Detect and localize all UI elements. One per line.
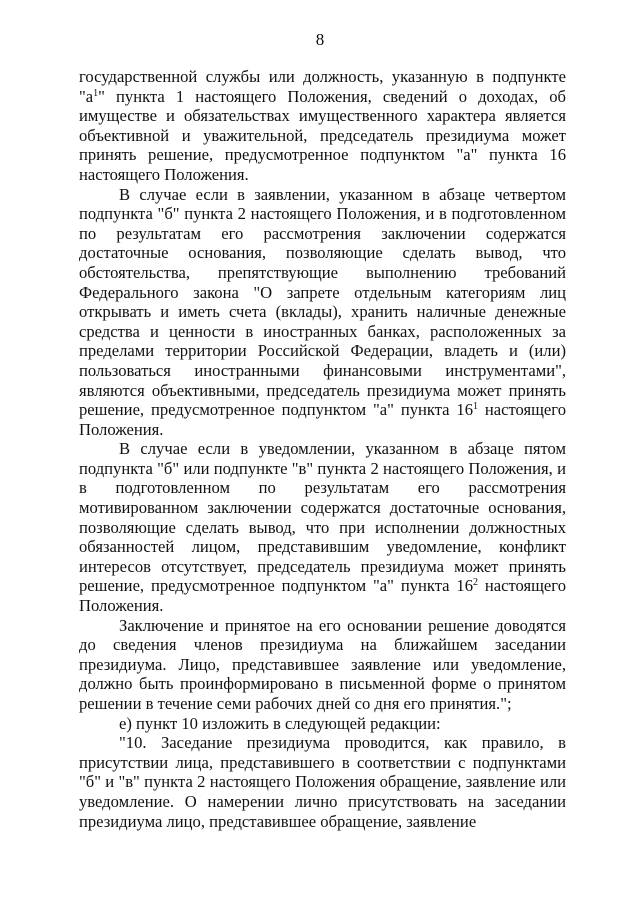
paragraph [79,185,566,440]
paragraph [79,616,566,714]
superscript: 1 [93,87,99,99]
paragraph-text: государственной службы или должность, указанную в подпункте "а [79,67,566,106]
paragraph-text: настоящего Положения. [79,400,566,439]
paragraph [79,67,566,185]
paragraph [79,714,566,734]
document-body [79,67,566,831]
paragraph-text: " пункта 1 настоящего Положения, сведений о доходах, об имуществе и обязательствах имущественного характера является объективной и уважительной, председатель президиума может принять решение, предусмотренное подпунктом "а" пункта 16 настоящего Положения. [79,86,566,184]
paragraph [79,733,566,831]
paragraph-text: е) пункт 10 изложить в следующей редакции: [119,713,441,733]
paragraph-text: "10. Заседание президиума проводится, как правило, в присутствии лица, представившего в соответствии с подпунктами "б" и "в" пункта 2 настоящего Положения обращение, заявление или уведомление. О намерении лично присутствовать на заседании президиума лицо, представившее обращение, заявление [79,733,566,831]
page-number: 8 [315,30,325,49]
paragraph-text: В случае если в уведомлении, указанном в абзаце пятом подпункта "б" или подпункте "в" пункта 2 настоящего Положения, и в подготовленном по результатам его рассмотрения мотивированном заключении содержатся достаточные основания, позволяющие сделать вывод, что при исполнении должностных обязанностей лицом, представившим уведомление, конфликт интересов отсутствует, председатель президиума может принять решение, предусмотренное подпунктом "а" пункта 16 [79,439,566,596]
paragraph-text: В случае если в заявлении, указанном в абзаце четвертом подпункта "б" пункта 2 настоящего Положения, и в подготовленном по результатам его рассмотрения заключении содержатся достаточные основания, позволяющие сделать вывод, что обстоятельства, препятствующие выполнению требований Федерального закона "О запрете отдельным категориям лиц открывать и иметь счета (вклады), хранить наличные денежные средства и ценности в иностранных банках, расположенных за пределами территории Российской Федерации, владеть и (или) пользоваться иностранными финансовыми инструментами", являются объективными, председатель президиума может принять решение, предусмотренное подпунктом "а" пункта 16 [79,184,566,420]
superscript: 1 [473,401,479,413]
paragraph-text: Заключение и принятое на его основании решение доводятся до сведения членов президиума на ближайшем заседании президиума. Лицо, представившее заявление или уведомление, должно быть проинформировано в письменной форме о принятом решении в течение семи рабочих дней со дня его принятия."; [79,615,566,713]
paragraph-text: настоящего Положения. [79,576,566,616]
superscript: 2 [473,577,479,589]
paragraph [79,439,566,615]
